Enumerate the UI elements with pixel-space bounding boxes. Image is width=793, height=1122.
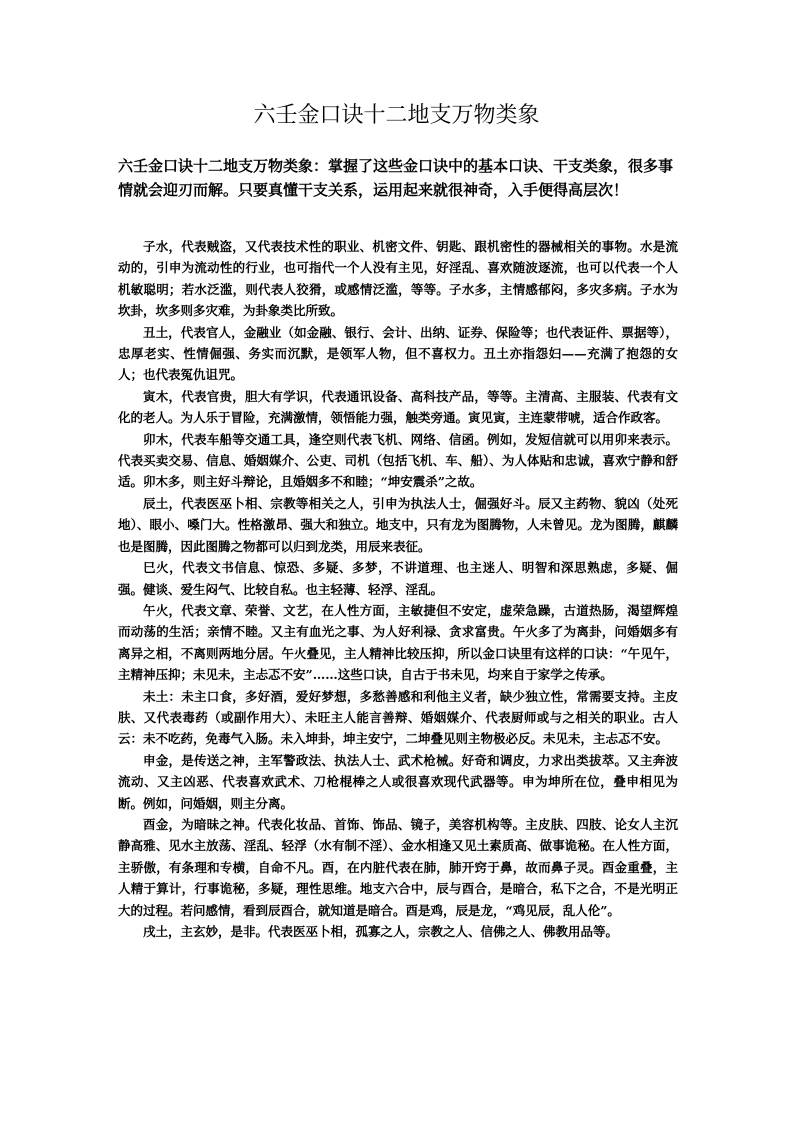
- paragraph-zi: 子水，代表贼盗，又代表技术性的职业、机密文件、钥匙、跟机密性的器械相关的事物。水是流动的，引申为流动性的行业，也可指代一个人没有主见，好淫乱、喜欢随波逐流，也可以代表一个人机敏聪明；若水泛滥，则代表人狡猾，或感情泛滥，等等。子水多，主情感郁闷，多灾多病。子水为坎卦，坎多则多灾难，为卦象类比所致。: [118, 239, 678, 319]
- paragraph-yin: 寅木，代表官贵，胆大有学识，代表通讯设备、高科技产品，等等。主清高、主服装、代表有文化的老人。为人乐于冒险，充满激情，领悟能力强，触类旁通。寅见寅，主连蒙带唬，适合作政客。: [118, 388, 678, 426]
- paragraph-si: 巳火，代表文书信息、惊恐、多疑、多梦，不讲道理、也主迷人、明智和深思熟虑，多疑、倔强。健谈、爱生闷气、比较自私。也主轻薄、轻浮、淫乱。: [118, 560, 678, 597]
- paragraph-xu: 戌土，主玄妙，是非。代表医巫卜相，孤寡之人，宗教之人、信佛之人、佛教用品等。: [143, 924, 619, 939]
- paragraph-chen: 辰土，代表医巫卜相、宗教等相关之人，引申为执法人士，倔强好斗。辰又主药物、貌凶（处死地）、眼小、嗓门大。性格激昂、强大和独立。地支中，只有龙为图腾物，人未曾见。龙为图腾，麒麟也是图腾，因此图腾之物都可以归到龙类，用辰来表征。: [118, 495, 678, 554]
- paragraph-shen: 申金，是传送之神，主军警政法、执法人士、武术枪械。好奇和调皮，力求出类拔萃。又主奔波流动、又主凶恶、代表喜欢武术、刀枪棍棒之人或很喜欢现代武器等。申为坤所在位，叠申相见为断。例如，问婚姻，则主分离。: [118, 752, 678, 811]
- paragraph-chou: 丑土，代表官人，金融业（如金融、银行、会计、出纳、证券、保险等；也代表证件、票据等），忠厚老实、性情倔强、务实而沉默，是领军人物，但不喜权力。丑土亦指怨妇——充满了抱怨的女人；也代表冤仇诅咒。: [118, 324, 678, 383]
- paragraph-you: 酉金，为暗昧之神。代表化妆品、首饰、饰品、镜子，美容机构等。主皮肤、四肢、论女人主沉静高雅、见水主放荡、淫乱、轻浮（水有制不淫）、金水相逢又见土素质高、做事诡秘。在人性方面，主骄傲，有条理和专横，自命不凡。酉，在内脏代表在肺，肺开窍于鼻，故而鼻子灵。酉金重叠，主人精于算计，行事诡秘，多疑，理性思维。地支六合中，辰与酉合，是暗合，私下之合，不是光明正大的过程。若问感情，看到辰酉合，就知道是暗合。酉是鸡，辰是龙，“鸡见辰，乱人伦”。: [118, 816, 678, 918]
- document-body: [118, 236, 678, 942]
- paragraph-wu: 午火，代表文章、荣誉、文艺，在人性方面，主敏捷但不安定，虚荣急躁，古道热肠，渴望辉煌而动荡的生活；亲情不睦。又主有血光之事、为人好利禄、贪求富贵。午火多了为离卦，问婚姻多有离异之相，不离则两地分居。午火叠见，主人精神比较压抑，所以金口诀里有这样的口诀：“午见午，主精神压抑；未见未，主忐忑不安”……这些口诀，自古于书未见，均来自于家学之传承。: [118, 602, 678, 683]
- intro-paragraph: 六壬金口诀十二地支万物类象：掌握了这些金口诀中的基本口诀、干支类象，很多事情就会迎刃而解。只要真懂干支关系，运用起来就很神奇，入手便得高层次！: [118, 157, 674, 199]
- document-title: 六壬金口诀十二地支万物类象: [253, 103, 540, 128]
- paragraph-mao: 卯木，代表车船等交通工具，逢空则代表飞机、网络、信函。例如，发短信就可以用卯来表示。代表买卖交易、信息、婚姻媒介、公吏、司机（包括飞机、车、船）、为人体贴和忠诚，喜欢宁静和舒适。卯木多，则主好斗辩论，且婚姻多不和睦；“坤安震杀”之故。: [118, 431, 678, 490]
- paragraph-wei: 未土：未主口食，多好酒，爱好梦想，多愁善感和利他主义者，缺少独立性，常需要支持。主皮肤、又代表毒药（或副作用大）、未旺主人能言善辩、婚姻媒介、代表厨师或与之相关的职业。古人云：未不吃药，免毒气入肠。未入坤卦，坤主安宁，二坤叠见则主物极必反。未见未，主忐忑不安。: [118, 688, 678, 747]
